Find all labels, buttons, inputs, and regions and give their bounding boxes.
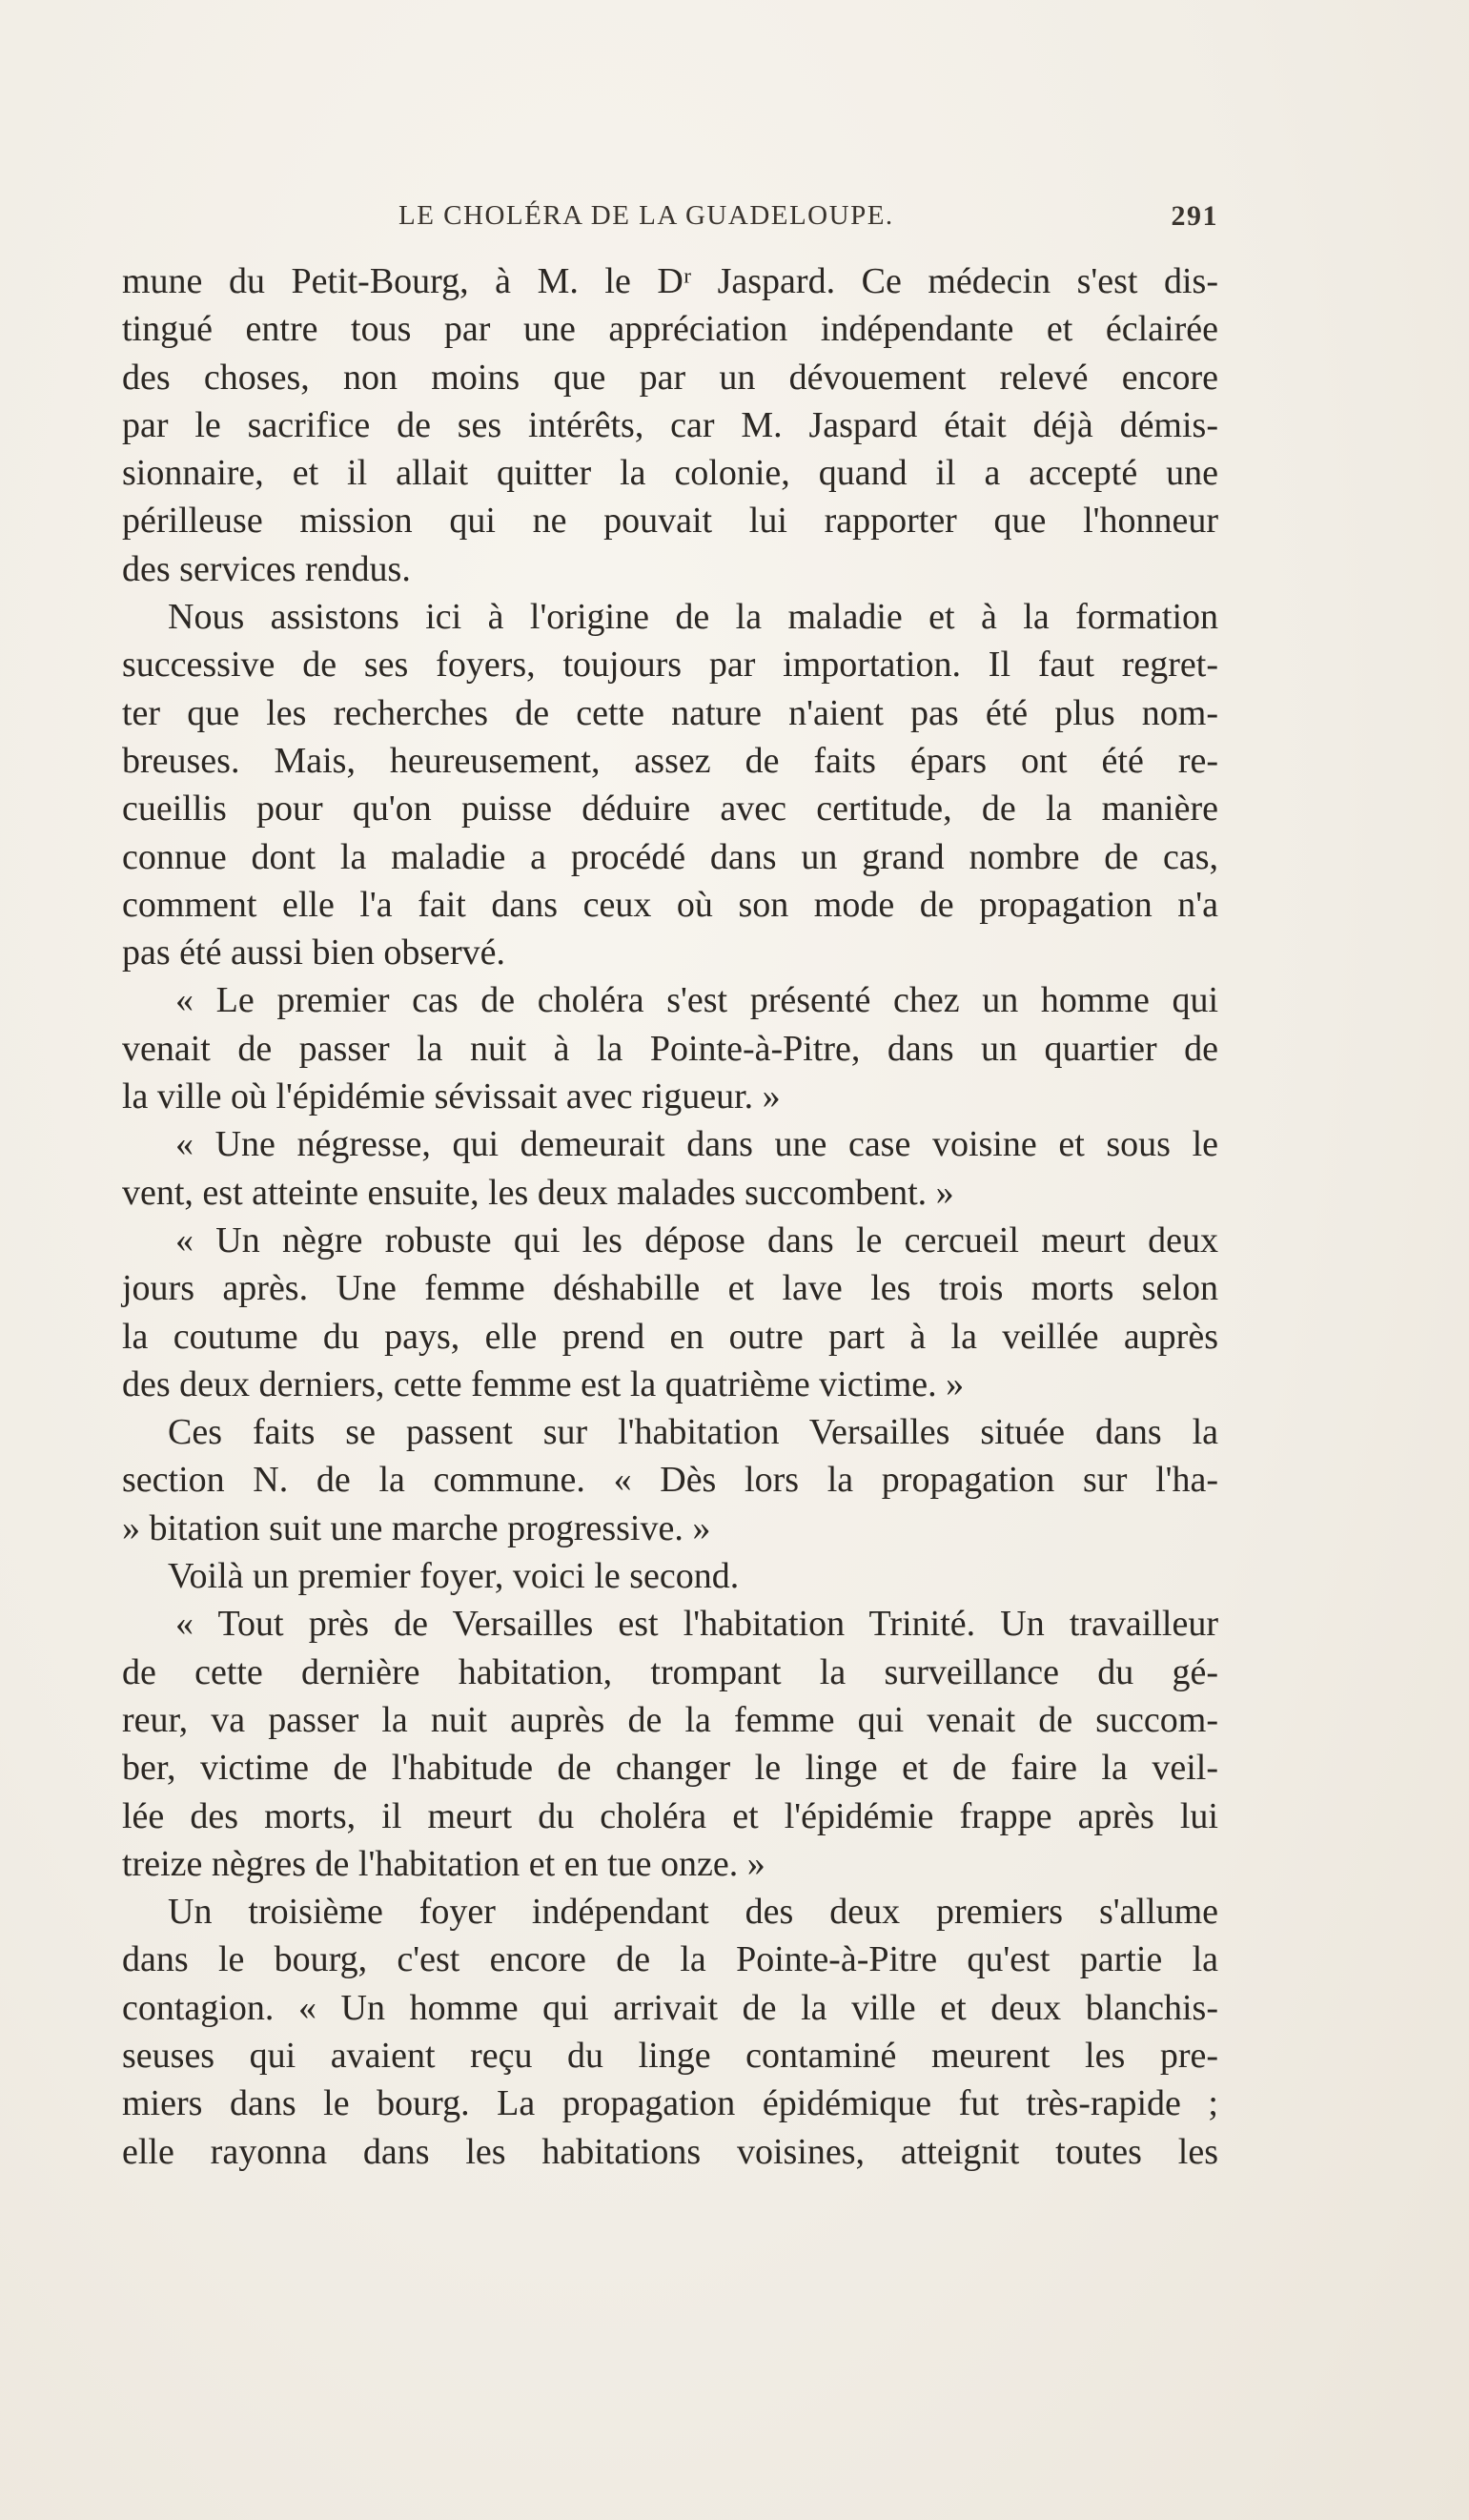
- text-line: comment elle l'a fait dans ceux où son mode de propagation n'a: [122, 884, 1218, 925]
- text-line: ter que les recherches de cette nature n'aient pas été plus nom-: [122, 692, 1218, 733]
- text-line: Ces faits se passent sur l'habitation Versailles située dans la: [168, 1412, 1218, 1453]
- text-line: contagion. « Un homme qui arrivait de la ville et deux blanchis-: [122, 1987, 1218, 2028]
- running-head: [122, 200, 1218, 248]
- text-line: tingué entre tous par une appréciation indépendante et éclairée: [122, 309, 1218, 350]
- text-line: section N. de la commune. « Dès lors la propagation sur l'ha-: [122, 1460, 1218, 1501]
- text-line: « Tout près de Versailles est l'habitation Trinité. Un travailleur: [175, 1604, 1218, 1645]
- text-line: sionnaire, et il allait quitter la colonie, quand il a accepté une: [122, 453, 1218, 494]
- text-line: jours après. Une femme déshabille et lave les trois morts selon: [122, 1268, 1218, 1309]
- text-line: successive de ses foyers, toujours par importation. Il faut regret-: [122, 645, 1218, 686]
- text-line: Un troisième foyer indépendant des deux premiers s'allume: [168, 1892, 1218, 1933]
- page-number: 291: [1171, 200, 1218, 232]
- text-line: Voilà un premier foyer, voici le second.: [168, 1556, 740, 1597]
- text-line: de cette dernière habitation, trompant la surveillance du gé-: [122, 1651, 1218, 1692]
- text-line: Nous assistons ici à l'origine de la maladie et à la formation: [168, 597, 1218, 638]
- text-line: lée des morts, il meurt du choléra et l'épidémie frappe après lui: [122, 1795, 1218, 1836]
- text-line: « Une négresse, qui demeurait dans une case voisine et sous le: [175, 1124, 1218, 1165]
- text-line: par le sacrifice de ses intérêts, car M. Jaspard était déjà démis-: [122, 404, 1218, 445]
- body-text: [122, 257, 1218, 2176]
- text-line: seuses qui avaient reçu du linge contaminé meurent les pre-: [122, 2035, 1218, 2076]
- text-line: périlleuse mission qui ne pouvait lui rapporter que l'honneur: [122, 501, 1218, 542]
- text-line: des choses, non moins que par un dévouement relevé encore: [122, 357, 1218, 398]
- text-line: la coutume du pays, elle prend en outre part à la veillée auprès: [122, 1316, 1218, 1357]
- running-title: LE CHOLÉRA DE LA GUADELOUPE.: [398, 200, 894, 231]
- text-line: » bitation suit une marche progressive. »: [122, 1507, 711, 1548]
- text-line: reur, va passer la nuit auprès de la femme qui venait de succom-: [122, 1699, 1218, 1740]
- text-line: des deux derniers, cette femme est la quatrième victime. »: [122, 1363, 965, 1404]
- text-line: dans le bourg, c'est encore de la Pointe-à-Pitre qu'est partie la: [122, 1939, 1218, 1980]
- text-line: cueillis pour qu'on puisse déduire avec certitude, de la manière: [122, 789, 1218, 830]
- text-line: venait de passer la nuit à la Pointe-à-Pitre, dans un quartier de: [122, 1028, 1218, 1069]
- text-line: miers dans le bourg. La propagation épidémique fut très-rapide ;: [122, 2083, 1218, 2124]
- text-line: « Un nègre robuste qui les dépose dans le cercueil meurt deux: [175, 1219, 1218, 1260]
- text-line: treize nègres de l'habitation et en tue onze. »: [122, 1843, 765, 1884]
- text-line: connue dont la maladie a procédé dans un grand nombre de cas,: [122, 836, 1218, 877]
- text-line: vent, est atteinte ensuite, les deux malades succombent. »: [122, 1172, 954, 1213]
- text-line: des services rendus.: [122, 548, 411, 589]
- text-line: la ville où l'épidémie sévissait avec rigueur. »: [122, 1076, 781, 1117]
- text-line: mune du Petit-Bourg, à M. le Dʳ Jaspard. Ce médecin s'est dis-: [122, 261, 1218, 301]
- text-line: pas été aussi bien observé.: [122, 932, 506, 973]
- text-line: ber, victime de l'habitude de changer le linge et de faire la veil-: [122, 1748, 1218, 1789]
- text-line: « Le premier cas de choléra s'est présenté chez un homme qui: [175, 980, 1218, 1021]
- text-line: breuses. Mais, heureusement, assez de faits épars ont été re-: [122, 740, 1218, 781]
- text-line: elle rayonna dans les habitations voisines, atteignit toutes les: [122, 2131, 1218, 2172]
